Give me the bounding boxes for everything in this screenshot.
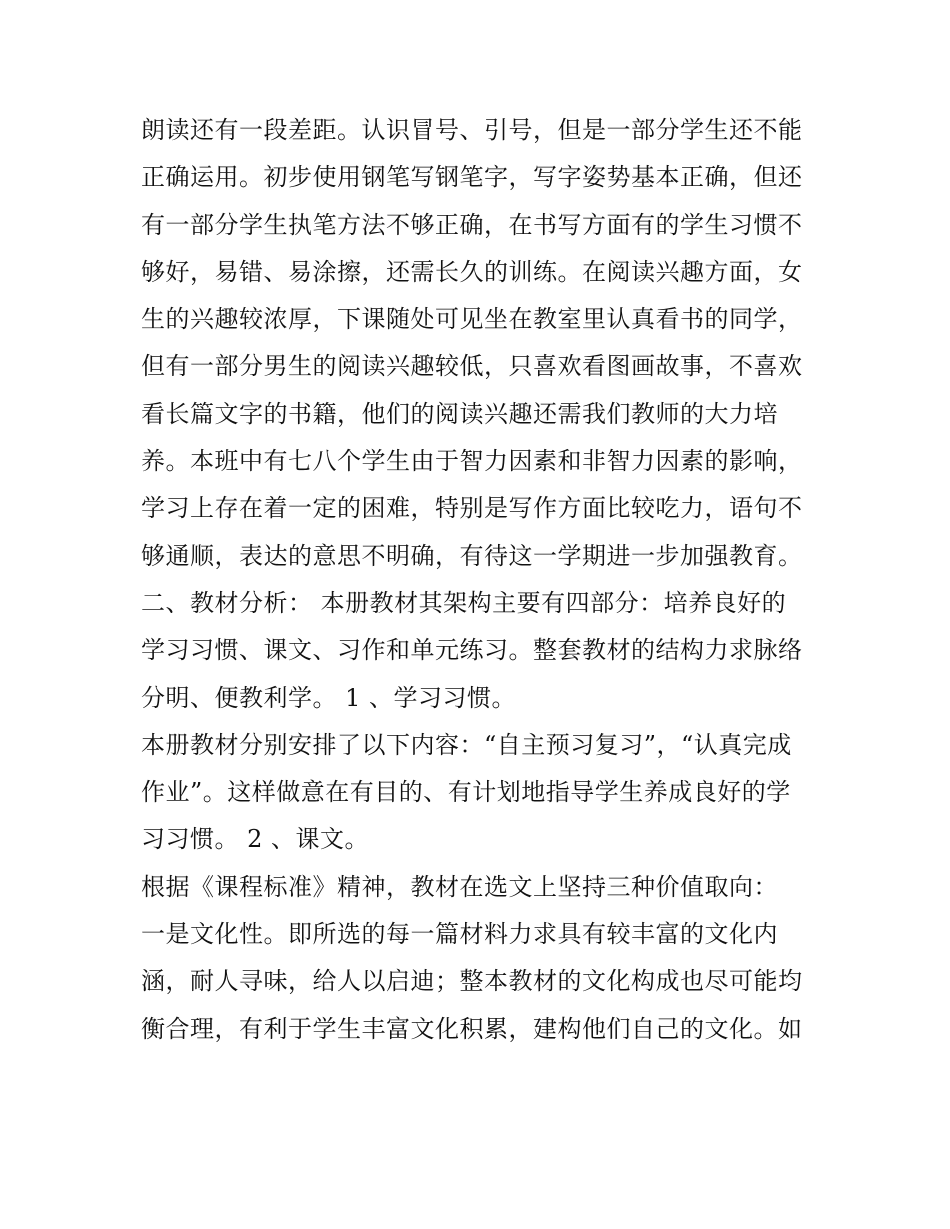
text-line: 根据《课程标准》精神，教材在选文上坚持三种价值取向： [141, 872, 778, 901]
text-line: 看长篇文字的书籍，他们的阅读兴趣还需我们教师的大力培 [141, 399, 778, 428]
section-heading-line: 二、教材分析： 本册教材其架构主要有四部分：培养良好的 [141, 588, 787, 617]
text-line: 生的兴趣较浓厚，下课随处可见坐在教室里认真看书的同学， [141, 305, 803, 334]
text-line: 正确运用。初步使用钢笔写钢笔字，写字姿势基本正确，但还 [141, 163, 803, 192]
text-line: 养。本班中有七八个学生由于智力因素和非智力因素的影响， [141, 447, 803, 476]
text-line: 够通顺，表达的意思不明确，有待这一学期进一步加强教育。 [141, 541, 803, 570]
text-line: 一是文化性。即所选的每一篇材料力求具有较丰富的文化内 [141, 920, 778, 949]
text-line: 习习惯。 2 、课文。 [141, 825, 370, 854]
text-line: 涵，耐人寻味，给人以启迪；整本教材的文化构成也尽可能均 [141, 967, 803, 996]
text-line: 有一部分学生执笔方法不够正确，在书写方面有的学生习惯不 [141, 210, 803, 239]
text-line: 够好，易错、易涂擦，还需长久的训练。在阅读兴趣方面，女 [141, 257, 803, 286]
text-line: 学习上存在着一定的困难，特别是写作方面比较吃力，语句不 [141, 494, 803, 523]
text-line: 但有一部分男生的阅读兴趣较低，只喜欢看图画故事，不喜欢 [141, 352, 803, 381]
text-line: 作业”。这样做意在有目的、有计划地指导学生养成良好的学 [141, 778, 791, 807]
text-line: 学习习惯、课文、习作和单元练习。整套教材的结构力求脉络 [141, 636, 803, 665]
text-line: 衡合理，有利于学生丰富文化积累，建构他们自己的文化。如 [141, 1014, 803, 1043]
document-body [141, 107, 821, 1053]
text-line: 朗读还有一段差距。认识冒号、引号，但是一部分学生还不能 [141, 116, 803, 144]
text-line: 分明、便教利学。 1 、学习习惯。 [141, 683, 517, 712]
text-line: 本册教材分别安排了以下内容：“自主预习复习”，“认真完成 [141, 730, 792, 759]
